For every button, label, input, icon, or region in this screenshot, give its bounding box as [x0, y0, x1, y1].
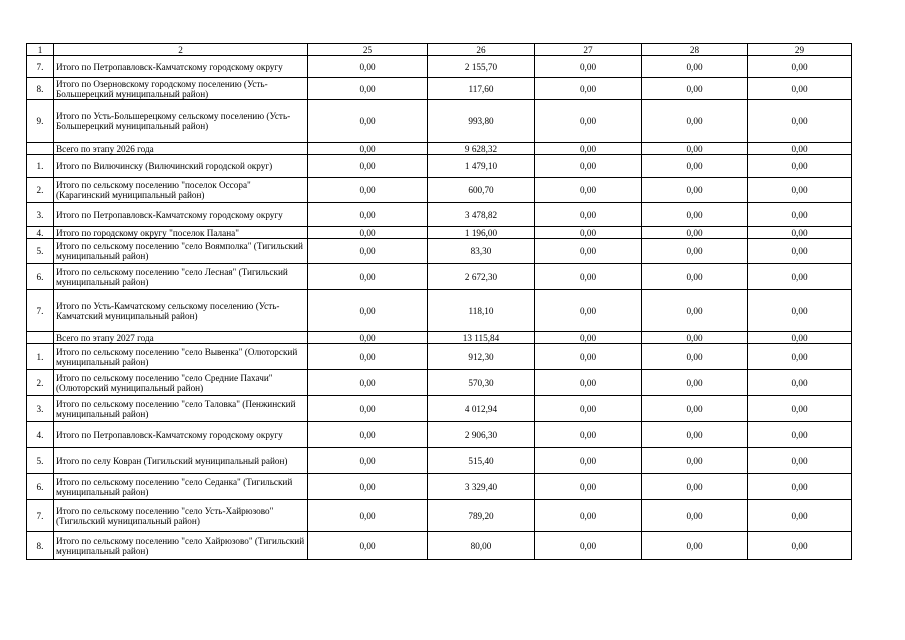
row-name: Итого по городскому округу "поселок Палана" [54, 227, 308, 239]
cell-col-29: 0,00 [748, 178, 852, 203]
column-header: 28 [642, 44, 748, 56]
cell-col-27: 0,00 [535, 56, 642, 78]
row-number [27, 143, 54, 155]
cell-col-26: 600,70 [428, 178, 535, 203]
column-header: 29 [748, 44, 852, 56]
row-name: Итого по сельскому поселению "село Хайрюзово" (Тигильский муниципальный район) [54, 532, 308, 560]
cell-col-29: 0,00 [748, 332, 852, 344]
cell-col-25: 0,00 [308, 532, 428, 560]
cell-col-28: 0,00 [642, 203, 748, 227]
table-row [27, 532, 852, 560]
row-name: Итого по сельскому поселению "село Лесная" (Тигильский муниципальный район) [54, 264, 308, 290]
cell-col-27: 0,00 [535, 500, 642, 532]
row-number: 7. [27, 290, 54, 332]
row-number: 4. [27, 227, 54, 239]
cell-col-27: 0,00 [535, 239, 642, 264]
cell-col-29: 0,00 [748, 203, 852, 227]
table-total-row [27, 143, 852, 155]
cell-col-28: 0,00 [642, 332, 748, 344]
table-row [27, 155, 852, 178]
cell-col-26: 570,30 [428, 370, 535, 396]
cell-col-27: 0,00 [535, 178, 642, 203]
cell-col-28: 0,00 [642, 227, 748, 239]
row-name: Итого по сельскому поселению "село Седанка" (Тигильский муниципальный район) [54, 474, 308, 500]
cell-col-28: 0,00 [642, 264, 748, 290]
row-name: Итого по Усть-Камчатскому сельскому поселению (Усть-Камчатский муниципальный район) [54, 290, 308, 332]
table-row [27, 227, 852, 239]
cell-col-28: 0,00 [642, 396, 748, 422]
cell-col-28: 0,00 [642, 143, 748, 155]
cell-col-27: 0,00 [535, 155, 642, 178]
cell-col-29: 0,00 [748, 239, 852, 264]
table-row [27, 78, 852, 100]
cell-col-26: 80,00 [428, 532, 535, 560]
cell-col-25: 0,00 [308, 203, 428, 227]
cell-col-28: 0,00 [642, 56, 748, 78]
cell-col-29: 0,00 [748, 56, 852, 78]
row-name: Итого по сельскому поселению "село Таловка" (Пенжинский муниципальный район) [54, 396, 308, 422]
cell-col-27: 0,00 [535, 448, 642, 474]
table-row [27, 474, 852, 500]
cell-col-28: 0,00 [642, 155, 748, 178]
row-number: 1. [27, 344, 54, 370]
row-number: 1. [27, 155, 54, 178]
cell-col-28: 0,00 [642, 532, 748, 560]
cell-col-28: 0,00 [642, 290, 748, 332]
table-row [27, 448, 852, 474]
cell-col-26: 789,20 [428, 500, 535, 532]
row-number: 3. [27, 396, 54, 422]
cell-col-29: 0,00 [748, 264, 852, 290]
cell-col-28: 0,00 [642, 370, 748, 396]
table-row [27, 290, 852, 332]
cell-col-25: 0,00 [308, 422, 428, 448]
table-total-row [27, 332, 852, 344]
column-header: 26 [428, 44, 535, 56]
row-name: Итого по Петропавловск-Камчатскому городскому округу [54, 422, 308, 448]
cell-col-27: 0,00 [535, 203, 642, 227]
cell-col-25: 0,00 [308, 370, 428, 396]
table-row [27, 500, 852, 532]
cell-col-28: 0,00 [642, 344, 748, 370]
row-number: 6. [27, 264, 54, 290]
cell-col-25: 0,00 [308, 332, 428, 344]
cell-col-26: 118,10 [428, 290, 535, 332]
cell-col-25: 0,00 [308, 344, 428, 370]
cell-col-27: 0,00 [535, 290, 642, 332]
row-name: Итого по Усть-Большерецкому сельскому поселению (Усть-Большерецкий муниципальный район) [54, 100, 308, 143]
cell-col-26: 1 479,10 [428, 155, 535, 178]
cell-col-25: 0,00 [308, 448, 428, 474]
column-header: 25 [308, 44, 428, 56]
cell-col-26: 9 628,32 [428, 143, 535, 155]
cell-col-26: 13 115,84 [428, 332, 535, 344]
cell-col-28: 0,00 [642, 239, 748, 264]
cell-col-27: 0,00 [535, 100, 642, 143]
cell-col-27: 0,00 [535, 532, 642, 560]
row-number: 5. [27, 239, 54, 264]
cell-col-26: 117,60 [428, 78, 535, 100]
cell-col-25: 0,00 [308, 239, 428, 264]
cell-col-28: 0,00 [642, 100, 748, 143]
row-name: Итого по Петропавловск-Камчатскому городскому округу [54, 56, 308, 78]
cell-col-26: 83,30 [428, 239, 535, 264]
cell-col-29: 0,00 [748, 396, 852, 422]
table-row [27, 100, 852, 143]
cell-col-25: 0,00 [308, 155, 428, 178]
cell-col-25: 0,00 [308, 56, 428, 78]
cell-col-26: 1 196,00 [428, 227, 535, 239]
cell-col-26: 2 155,70 [428, 56, 535, 78]
cell-col-29: 0,00 [748, 290, 852, 332]
column-header: 2 [54, 44, 308, 56]
row-name: Итого по Озерновскому городскому поселению (Усть-Большерецкий муниципальный район) [54, 78, 308, 100]
cell-col-27: 0,00 [535, 370, 642, 396]
cell-col-29: 0,00 [748, 532, 852, 560]
cell-col-28: 0,00 [642, 448, 748, 474]
cell-col-29: 0,00 [748, 422, 852, 448]
cell-col-26: 4 012,94 [428, 396, 535, 422]
cell-col-25: 0,00 [308, 290, 428, 332]
cell-col-27: 0,00 [535, 396, 642, 422]
data-table [26, 43, 852, 560]
table-row [27, 370, 852, 396]
cell-col-26: 3 478,82 [428, 203, 535, 227]
cell-col-25: 0,00 [308, 474, 428, 500]
row-name: Итого по сельскому поселению "село Усть-Хайрюзово" (Тигильский муниципальный район) [54, 500, 308, 532]
cell-col-28: 0,00 [642, 178, 748, 203]
cell-col-25: 0,00 [308, 227, 428, 239]
cell-col-28: 0,00 [642, 474, 748, 500]
cell-col-29: 0,00 [748, 143, 852, 155]
cell-col-25: 0,00 [308, 264, 428, 290]
table-row [27, 344, 852, 370]
row-name: Итого по Вилючинску (Вилючинский городской округ) [54, 155, 308, 178]
cell-col-27: 0,00 [535, 78, 642, 100]
row-number [27, 332, 54, 344]
cell-col-28: 0,00 [642, 78, 748, 100]
cell-col-26: 993,80 [428, 100, 535, 143]
cell-col-29: 0,00 [748, 474, 852, 500]
table-row [27, 56, 852, 78]
row-number: 8. [27, 78, 54, 100]
table-row [27, 396, 852, 422]
cell-col-25: 0,00 [308, 78, 428, 100]
row-number: 8. [27, 532, 54, 560]
row-number: 6. [27, 474, 54, 500]
cell-col-29: 0,00 [748, 500, 852, 532]
cell-col-26: 2 906,30 [428, 422, 535, 448]
cell-col-26: 2 672,30 [428, 264, 535, 290]
row-name: Всего по этапу 2027 года [54, 332, 308, 344]
cell-col-25: 0,00 [308, 500, 428, 532]
cell-col-27: 0,00 [535, 332, 642, 344]
cell-col-29: 0,00 [748, 78, 852, 100]
table-header-row [27, 44, 852, 56]
table-row [27, 203, 852, 227]
row-number: 5. [27, 448, 54, 474]
row-number: 7. [27, 500, 54, 532]
column-header: 1 [27, 44, 54, 56]
cell-col-26: 3 329,40 [428, 474, 535, 500]
row-number: 4. [27, 422, 54, 448]
row-name: Итого по Петропавловск-Камчатскому городскому округу [54, 203, 308, 227]
cell-col-25: 0,00 [308, 143, 428, 155]
cell-col-27: 0,00 [535, 344, 642, 370]
row-number: 3. [27, 203, 54, 227]
row-name: Итого по сельскому поселению "село Вывенка" (Олюторский муниципальный район) [54, 344, 308, 370]
cell-col-27: 0,00 [535, 143, 642, 155]
cell-col-29: 0,00 [748, 344, 852, 370]
row-number: 7. [27, 56, 54, 78]
cell-col-25: 0,00 [308, 396, 428, 422]
cell-col-26: 515,40 [428, 448, 535, 474]
cell-col-27: 0,00 [535, 264, 642, 290]
cell-col-29: 0,00 [748, 100, 852, 143]
cell-col-29: 0,00 [748, 448, 852, 474]
row-number: 2. [27, 370, 54, 396]
cell-col-29: 0,00 [748, 155, 852, 178]
cell-col-25: 0,00 [308, 100, 428, 143]
row-name: Итого по сельскому поселению "село Средние Пахачи" (Олюторский муниципальный район) [54, 370, 308, 396]
cell-col-25: 0,00 [308, 178, 428, 203]
row-number: 2. [27, 178, 54, 203]
row-name: Итого по селу Ковран (Тигильский муниципальный район) [54, 448, 308, 474]
cell-col-28: 0,00 [642, 500, 748, 532]
column-header: 27 [535, 44, 642, 56]
cell-col-27: 0,00 [535, 474, 642, 500]
cell-col-29: 0,00 [748, 227, 852, 239]
cell-col-29: 0,00 [748, 370, 852, 396]
row-name: Итого по сельскому поселению "поселок Оссора" (Карагинский муниципальный район) [54, 178, 308, 203]
row-name: Всего по этапу 2026 года [54, 143, 308, 155]
cell-col-27: 0,00 [535, 422, 642, 448]
cell-col-28: 0,00 [642, 422, 748, 448]
cell-col-26: 912,30 [428, 344, 535, 370]
table-row [27, 422, 852, 448]
row-number: 9. [27, 100, 54, 143]
row-name: Итого по сельскому поселению "село Воямполка" (Тигильский муниципальный район) [54, 239, 308, 264]
cell-col-27: 0,00 [535, 227, 642, 239]
table-row [27, 264, 852, 290]
table-row [27, 239, 852, 264]
table-body [27, 44, 852, 560]
table-row [27, 178, 852, 203]
